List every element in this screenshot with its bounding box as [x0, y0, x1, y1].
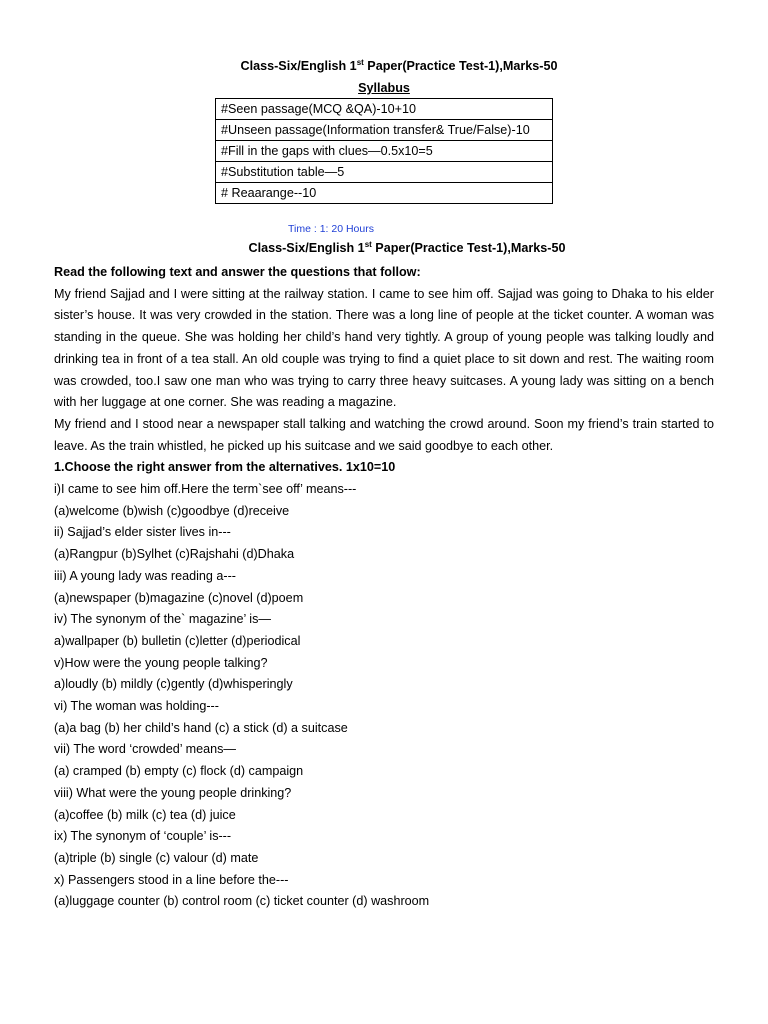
syllabus-cell: # Reaarange--10 [216, 183, 553, 204]
question-options: (a)newspaper (b)magazine (c)novel (d)poem [54, 590, 304, 605]
title-superscript: st [364, 240, 372, 249]
page-title [0, 58, 768, 74]
question-text: vi) The woman was holding--- [54, 699, 219, 714]
table-row [216, 162, 553, 183]
title-rest: Paper(Practice Test-1),Marks-50 [363, 59, 558, 73]
question-options: (a) cramped (b) empty (c) flock (d) campaign [54, 764, 304, 779]
passage-paragraph: My friend Sajjad and I were sitting at the railway station. I came to see him off. Sajjad was going to Dhaka to his elder sister’s house. It was very crowded in the station. There was a long line of people at the ticket counter. A woman was standing in the queue. She was holding her child’s hand very tightly. A group of young people was talking loudly and drinking tea in front of a tea stall. An old couple was trying to find a quiet place to sit down and rest. The waiting room was crowded, too.I saw one man who was trying to carry three heavy suitcases. A young lady was sitting on a bench with her luggage at one corner. She was reading a magazine. [54, 286, 714, 410]
time-note: Time : 1: 20 Hours [288, 223, 374, 235]
question-options: (a)coffee (b) milk (c) tea (d) juice [54, 807, 236, 822]
question-text: ix) The synonym of ‘couple’ is--- [54, 829, 232, 844]
title-main: Class-Six/English 1 [248, 241, 365, 255]
question-text: viii) What were the young people drinking? [54, 785, 292, 800]
question-text: x) Passengers stood in a line before the--- [54, 872, 289, 887]
syllabus-cell: #Fill in the gaps with clues—0.5x10=5 [216, 141, 553, 162]
question-options: a)loudly (b) mildly (c)gently (d)whisperingly [54, 677, 293, 692]
question-options: (a)welcome (b)wish (c)goodbye (d)receive [54, 503, 290, 518]
question-options: (a)Rangpur (b)Sylhet (c)Rajshahi (d)Dhaka [54, 547, 295, 562]
test-body [54, 262, 714, 913]
title-superscript: st [356, 58, 364, 67]
title-main: Class-Six/English 1 [240, 59, 357, 73]
syllabus-heading: Syllabus [358, 81, 410, 95]
question-text: i)I came to see him off.Here the term`see off’ means--- [54, 482, 357, 497]
table-row [216, 141, 553, 162]
question-text: iii) A young lady was reading a--- [54, 568, 236, 583]
table-row [216, 120, 553, 141]
question-text: ii) Sajjad’s elder sister lives in--- [54, 525, 231, 540]
question-text: vii) The word ‘crowded’ means— [54, 742, 236, 757]
title-rest: Paper(Practice Test-1),Marks-50 [371, 241, 566, 255]
question-options: (a)a bag (b) her child’s hand (c) a stick (d) a suitcase [54, 720, 348, 735]
syllabus-cell: #Unseen passage(Information transfer& True/False)-10 [216, 120, 553, 141]
question-options: (a)triple (b) single (c) valour (d) mate [54, 850, 259, 865]
question-text: iv) The synonym of the` magazine’ is— [54, 612, 271, 627]
test-title [0, 240, 768, 256]
passage-paragraph: My friend and I stood near a newspaper stall talking and watching the crowd around. Soon my friend’s train started to leave. As the train whistled, he picked up his suitcase and we said goodbye to each other. [54, 416, 714, 453]
question-options: (a)luggage counter (b) control room (c) ticket counter (d) washroom [54, 894, 430, 909]
syllabus-table [215, 98, 553, 204]
table-row [216, 99, 553, 120]
instruction: Read the following text and answer the questions that follow: [54, 265, 421, 279]
syllabus-cell: #Substitution table—5 [216, 162, 553, 183]
syllabus-cell: #Seen passage(MCQ &QA)-10+10 [216, 99, 553, 120]
question-options: a)wallpaper (b) bulletin (c)letter (d)periodical [54, 633, 301, 648]
mcq-heading: 1.Choose the right answer from the alternatives. 1x10=10 [54, 460, 396, 475]
table-row [216, 183, 553, 204]
question-text: v)How were the young people talking? [54, 655, 268, 670]
